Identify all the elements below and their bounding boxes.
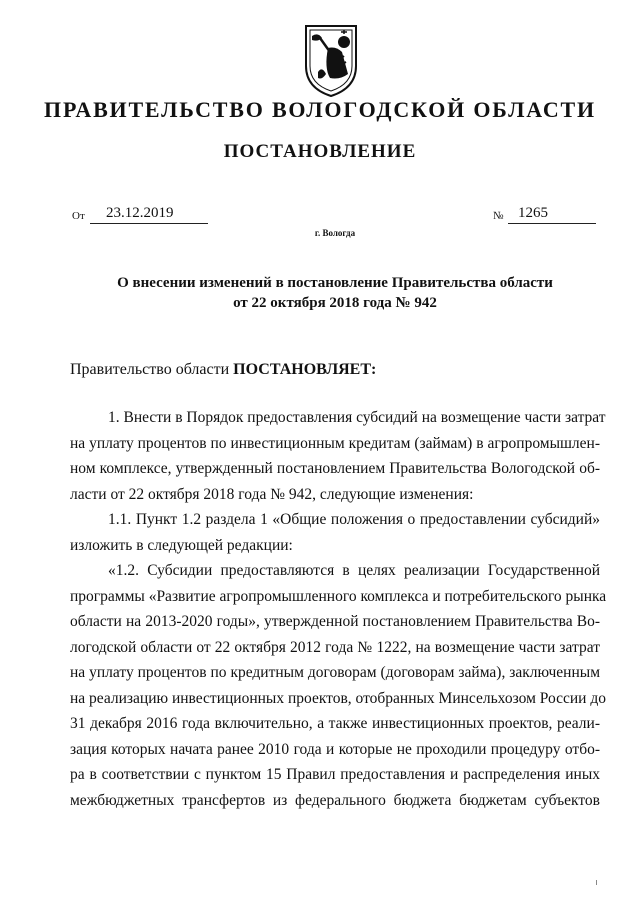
body-line: 31 декабря 2016 года включительно, а также инвестиционных проектов, реали- (70, 715, 600, 732)
body-line: ласти от 22 октября 2018 года № 942, следующие изменения: (70, 485, 474, 503)
resolves-prefix: Правительство области (70, 361, 234, 378)
body-line: зация которых начата ранее 2010 года и которые не проходили процедуру отбо- (70, 740, 600, 758)
body-line: изложить в следующей редакции: (70, 536, 293, 554)
body-line: межбюджетных трансфертов из федерального бюджета бюджетам субъектов (70, 791, 600, 809)
subject-line-1: О внесении изменений в постановление Правительства области (117, 275, 553, 291)
document-subject (90, 273, 580, 313)
resolves-line (70, 361, 376, 379)
body-line: ном комплексе, утвержденный постановлением Правительства Вологодской об- (70, 460, 600, 477)
document-date: 23.12.2019 (106, 205, 174, 221)
body-line: области на 2013-2020 годы», утвержденной постановлением Правительства Во- (70, 613, 600, 630)
body-line: программы «Развитие агропромышленного комплекса и потребительского рынка (70, 587, 607, 605)
coat-of-arms-icon (300, 22, 362, 98)
document-body (70, 405, 607, 813)
body-line: на реализацию инвестиционных проектов, отобранных Минсельхозом России до (70, 689, 606, 707)
date-prefix: От (72, 210, 85, 222)
body-line: 1.1. Пункт 1.2 раздела 1 «Общие положения о предоставлении субсидий» (108, 511, 600, 528)
government-title: ПРАВИТЕЛЬСТВО ВОЛОГОДСКОЙ ОБЛАСТИ (44, 97, 596, 122)
body-line: 1. Внести в Порядок предоставления субсидий на возмещение части затрат (108, 409, 606, 426)
document-type: ПОСТАНОВЛЕНИЕ (223, 141, 417, 162)
resolves-keyword: ПОСТАНОВЛЯЕТ: (233, 361, 377, 378)
city: г. Вологда (314, 228, 356, 238)
body-line: на уплату процентов по инвестиционным кредитам (займам) в агропромышлен- (70, 434, 600, 452)
body-line: ра в соответствии с пунктом 15 Правил предоставления и распределения иных (70, 766, 600, 783)
document-number: 1265 (518, 205, 548, 221)
number-prefix: № (493, 210, 504, 222)
body-line: логодской области от 22 октября 2012 года № 1222, на возмещение части затрат (70, 638, 600, 656)
page-mark (596, 880, 597, 885)
subject-line-2: от 22 октября 2018 года № 942 (233, 295, 437, 311)
body-line: на уплату процентов по кредитным договорам (договорам займа), заключенным (70, 664, 600, 681)
body-line: «1.2. Субсидии предоставляются в целях реализации Государственной (108, 562, 600, 579)
